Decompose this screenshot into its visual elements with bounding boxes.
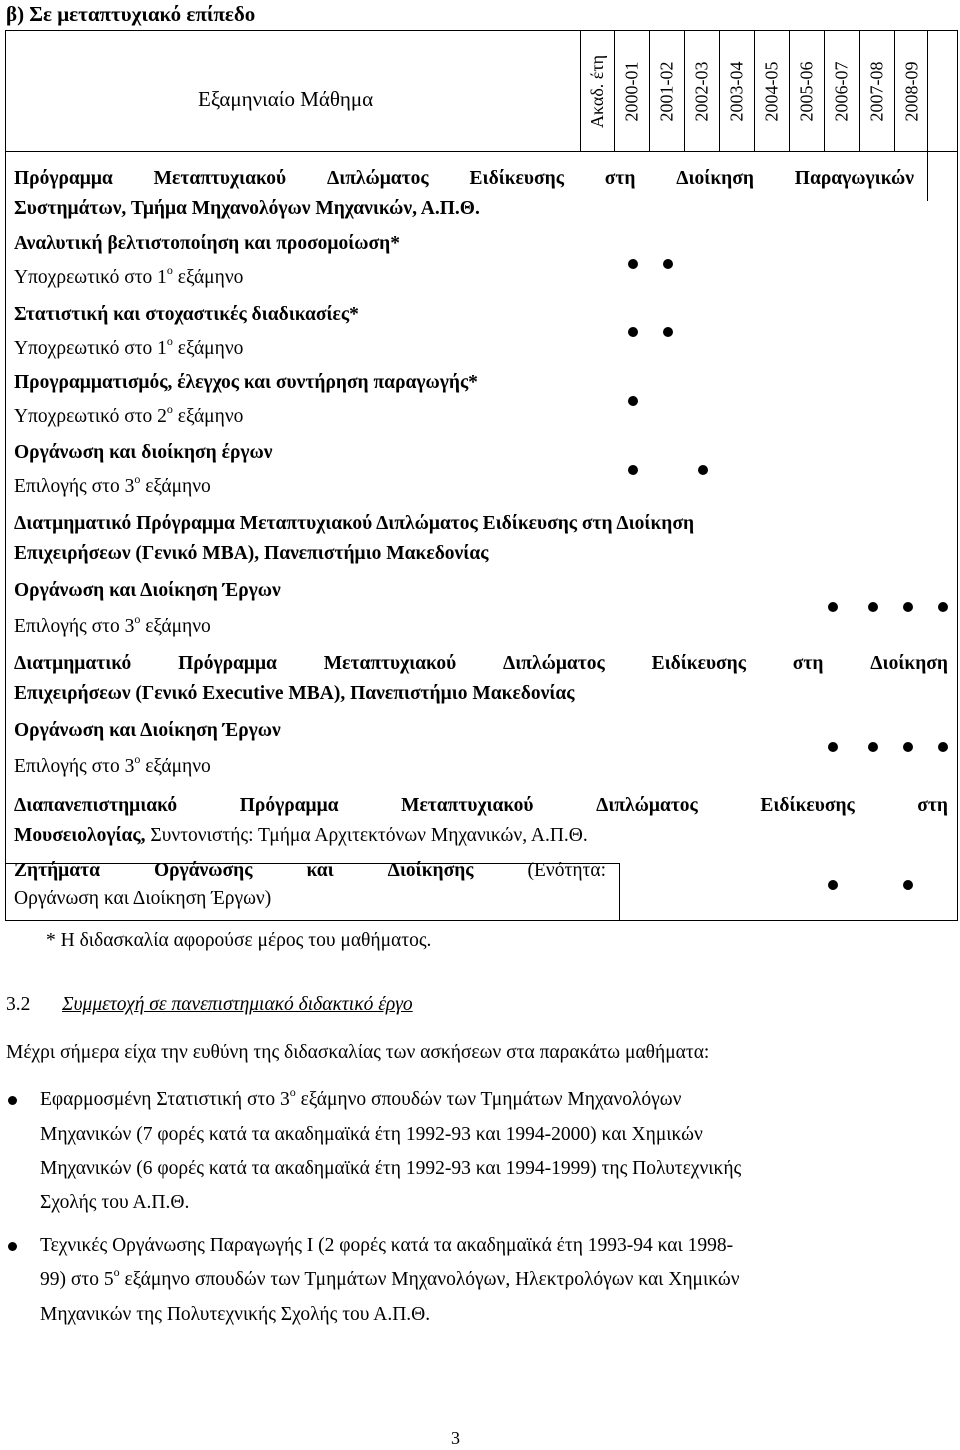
course-detail: Επιλογής στο $3^o$ εξάμηνο	[14, 612, 211, 637]
course-detail: Υποχρεωτικό στο $1^o$ εξάμηνο	[14, 334, 244, 359]
list-item: Εφαρμοσμένη Στατιστική στο $3^o$ εξάμηνο σπουδών των Τμημάτων Μηχανολόγων Μηχανικών (7 φορές κατά τα ακαδημαϊκά έτη 1992-93 και 1994-2000) και Χημικών Μηχανικών (6 φορές κατά τα ακαδημαϊκά έτη 1992-93 και 1994-1999) της Πολυτεχνικής Σχολής του Α.Π.Θ.	[40, 1085, 742, 1213]
year-dot	[868, 742, 878, 752]
page-number: 3	[451, 1428, 460, 1448]
bullet-icon	[8, 1242, 17, 1251]
program-title: Διατμηματικό Πρόγραμμα Μεταπτυχιακού Διπλώματος Ειδίκευσης στη Διοίκηση	[14, 513, 695, 534]
year-dot	[828, 880, 838, 890]
course-detail: Οργάνωση και Διοίκηση Έργων)	[14, 888, 272, 909]
program-title: Επιχειρήσεων (Γενικό ΜΒΑ), Πανεπιστήμιο Μακεδονίας	[14, 543, 489, 564]
course-title: Ζητήματα Οργάνωσης και Διοίκησης (Ενότητα:	[14, 860, 606, 881]
course-title: Οργάνωση και διοίκηση έργων	[14, 442, 273, 463]
course-detail: Επιλογής στο $3^o$ εξάμηνο	[14, 752, 211, 777]
year-header: 2008-09	[901, 61, 922, 121]
course-detail: Υποχρεωτικό στο $2^o$ εξάμηνο	[14, 402, 244, 427]
table-footnote: * Η διδασκαλία αφορούσε μέρος του μαθήματος.	[46, 930, 432, 951]
year-header: 2006-07	[831, 61, 852, 121]
year-header: Ακαδ. έτη	[587, 54, 608, 128]
year-dot	[903, 602, 913, 612]
year-dot	[628, 327, 638, 337]
year-header: 2007-08	[866, 61, 887, 121]
year-dot	[663, 259, 673, 269]
table-divider	[6, 151, 957, 152]
year-dot	[628, 465, 638, 475]
course-title: Οργάνωση και Διοίκηση Έργων	[14, 580, 281, 601]
year-header: 2002-03	[691, 61, 712, 121]
year-header: 2000-01	[621, 61, 642, 121]
list-item: Τεχνικές Οργάνωσης Παραγωγής Ι (2 φορές κατά τα ακαδημαϊκά έτη 1993-94 και 1998- 99) στο $5^o$ εξάμηνο σπουδών των Τμημάτων Μηχανολόγων, Ηλεκτρολόγων και Χημικών Μηχανικών της Πολυτεχνικής Σχολής του Α.Π.Θ.	[40, 1235, 740, 1325]
year-header: 2005-06	[796, 61, 817, 121]
table-divider	[619, 863, 620, 920]
year-dot	[868, 602, 878, 612]
course-title: Προγραμματισμός, έλεγχος και συντήρηση παραγωγής*	[14, 372, 478, 393]
year-header: 2001-02	[656, 61, 677, 121]
year-dot	[828, 602, 838, 612]
program-title: Διαπανεπιστημιακό Πρόγραμμα Μεταπτυχιακού Διπλώματος Ειδίκευσης στη	[14, 795, 948, 816]
program-title: Διατμηματικό Πρόγραμμα Μεταπτυχιακού Διπλώματος Ειδίκευσης στη Διοίκηση	[14, 653, 948, 674]
subsection-title: 3.2 Συμμετοχή σε πανεπιστημιακό διδακτικό έργο	[6, 994, 413, 1015]
section-heading: β) Σε μεταπτυχιακό επίπεδο	[6, 2, 256, 26]
year-dot	[698, 465, 708, 475]
program-title: Επιχειρήσεων (Γενικό Executive MBA), Πανεπιστήμιο Μακεδονίας	[14, 683, 575, 704]
course-detail: Επιλογής στο $3^o$ εξάμηνο	[14, 472, 211, 497]
year-header: 2004-05	[761, 61, 782, 121]
year-dot	[628, 259, 638, 269]
year-header: 2003-04	[726, 61, 747, 121]
program-title: Πρόγραμμα Μεταπτυχιακού Διπλώματος Ειδίκευσης στη Διοίκηση Παραγωγικών	[14, 168, 914, 189]
year-dot	[938, 742, 948, 752]
year-dot	[628, 396, 638, 406]
course-title: Αναλυτική βελτιστοποίηση και προσομοίωση*	[14, 233, 400, 254]
bullet-icon	[8, 1096, 17, 1105]
year-dot	[903, 742, 913, 752]
column-title: Εξαμηνιαίο Μάθημα	[198, 87, 374, 111]
program-title: Μουσειολογίας, Συντονιστής: Τμήμα Αρχιτεκτόνων Μηχανικών, Α.Π.Θ.	[14, 825, 588, 846]
course-title: Στατιστική και στοχαστικές διαδικασίες*	[14, 304, 359, 325]
year-dot	[938, 602, 948, 612]
course-detail: Υποχρεωτικό στο $1^o$ εξάμηνο	[14, 263, 244, 288]
course-title: Οργάνωση και Διοίκηση Έργων	[14, 720, 281, 741]
year-dot	[903, 880, 913, 890]
year-dot	[828, 742, 838, 752]
program-title: Συστημάτων, Τμήμα Μηχανολόγων Μηχανικών, Α.Π.Θ.	[14, 198, 480, 219]
year-dot	[663, 327, 673, 337]
intro-text: Μέχρι σήμερα είχα την ευθύνη της διδασκαλίας των ασκήσεων στα παρακάτω μαθήματα:	[6, 1042, 710, 1063]
